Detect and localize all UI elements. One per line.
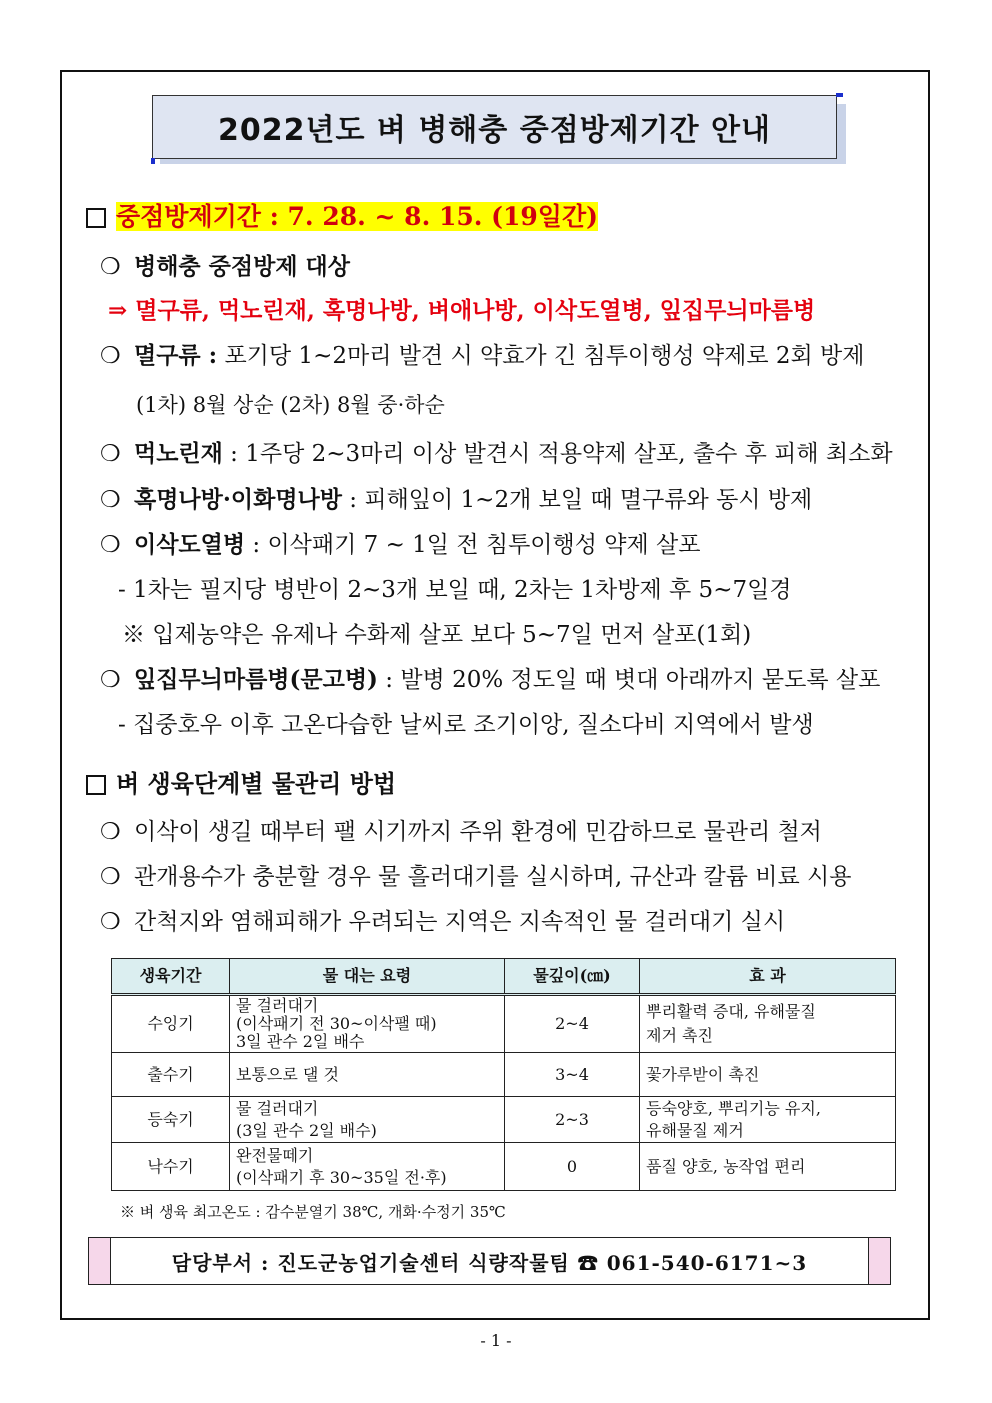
cell-period: 출수기: [112, 1053, 230, 1097]
water-management-table: [111, 958, 896, 1191]
bullet-circle-icon: ❍: [100, 667, 121, 693]
contact-box: [88, 1237, 891, 1285]
item-neck-blast-detail: - 1차는 필지당 병반이 2~3개 보일 때, 2차는 1차방제 후 5~7일경: [118, 577, 792, 603]
table-row: [112, 1143, 896, 1191]
cell-effect: [640, 1143, 896, 1191]
bullet-circle-icon: ❍: [100, 864, 121, 890]
item-name: 혹명나방·이화명나방: [134, 486, 342, 513]
cell-depth: 0: [505, 1143, 640, 1191]
cell-method: [230, 1143, 505, 1191]
method-line: (이삭패기 전 30~이삭팰 때): [236, 1014, 437, 1033]
temperature-note: ※ 벼 생육 최고온도 : 감수분열기 38℃, 개화·수정기 35℃: [120, 1203, 506, 1221]
water-item-text: 관개용수가 충분할 경우 물 흘러대기를 실시하며, 규산과 칼륨 비료 시용: [134, 864, 852, 890]
bullet-circle-icon: ❍: [100, 532, 121, 558]
effect-line: 품질 양호, 농작업 편리: [646, 1156, 806, 1176]
item-name: 멸구류 :: [134, 342, 218, 369]
target-heading: [100, 252, 350, 282]
cell-method: [230, 1053, 505, 1097]
cell-effect: [640, 995, 896, 1053]
bullet-circle-icon: ❍: [100, 909, 121, 935]
checkbox-square-icon: [86, 208, 106, 228]
method-line: 보통으로 댈 것: [236, 1064, 339, 1084]
method-line: 물 걸러대기: [236, 996, 319, 1015]
effect-line: 꽃가루받이 촉진: [646, 1064, 760, 1084]
table-row: [112, 995, 896, 1053]
bullet-circle-icon: ❍: [100, 819, 121, 845]
effect-line: 제거 촉진: [646, 1026, 713, 1045]
item-stinkbug: [100, 439, 893, 469]
header-method: 물 대는 요령: [230, 959, 505, 995]
cell-depth: 2~3: [505, 1097, 640, 1143]
cell-period: 낙수기: [112, 1143, 230, 1191]
water-item: [100, 862, 851, 892]
item-desc: : 이삭패기 7 ~ 1일 전 침투이행성 약제 살포: [245, 532, 701, 558]
contact-side-bar: [868, 1238, 890, 1284]
bullet-circle-icon: ❍: [100, 343, 121, 369]
water-item-text: 이삭이 생길 때부터 팰 시기까지 주위 환경에 민감하므로 물관리 철저: [134, 819, 822, 845]
effect-line: 뿌리활력 증대, 유해물질: [646, 1002, 816, 1021]
item-planthopper-schedule: (1차) 8월 상순 (2차) 8월 중·하순: [136, 393, 445, 417]
cell-method: [230, 995, 505, 1053]
title-corner-mark: [151, 158, 155, 164]
item-sheath-blight: [100, 665, 880, 695]
water-item: [100, 907, 785, 937]
item-planthopper: [100, 341, 864, 371]
cell-effect: [640, 1097, 896, 1143]
item-desc: : 1주당 2~3마리 이상 발견시 적용약제 살포, 출수 후 피해 최소화: [222, 441, 893, 467]
item-name: 먹노린재: [134, 440, 223, 467]
cell-depth: 2~4: [505, 995, 640, 1053]
water-item: [100, 817, 822, 847]
section1-heading: [86, 202, 598, 232]
item-neck-blast: [100, 530, 700, 560]
cell-method: [230, 1097, 505, 1143]
header-depth: 물깊이(㎝): [505, 959, 640, 995]
water-item-text: 간척지와 염해피해가 우려되는 지역은 지속적인 물 걸러대기 실시: [134, 909, 786, 935]
bullet-circle-icon: ❍: [100, 254, 121, 280]
item-leaffolder: [100, 485, 812, 515]
method-line: 3일 관수 2일 배수: [236, 1032, 365, 1051]
item-desc: : 발병 20% 정도일 때 볏대 아래까지 묻도록 살포: [377, 667, 881, 693]
cell-depth: 3~4: [505, 1053, 640, 1097]
method-line: 물 걸러대기: [236, 1098, 319, 1118]
checkbox-square-icon: [86, 775, 106, 795]
item-desc: 포기당 1~2마리 발견 시 약효가 긴 침투이행성 약제로 2회 방제: [217, 343, 865, 369]
effect-line: 유해물질 제거: [646, 1120, 744, 1140]
bullet-circle-icon: ❍: [100, 441, 121, 467]
contact-text: 담당부서 : 진도군농업기술센터 식량작물팀 ☎ 061-540-6171~3: [171, 1250, 808, 1275]
method-line: (이삭패기 후 30~35일 전·후): [236, 1167, 447, 1187]
section2-title: 벼 생육단계별 물관리 방법: [116, 769, 397, 798]
cell-period: 등숙기: [112, 1097, 230, 1143]
header-effect: 효 과: [640, 959, 896, 995]
effect-line: 등숙양호, 뿌리기능 유지,: [646, 1098, 821, 1118]
section2-heading: [86, 769, 396, 800]
method-line: (3일 관수 2일 배수): [236, 1120, 377, 1140]
table-row: [112, 1053, 896, 1097]
item-sheath-blight-detail: - 집중호우 이후 고온다습한 날씨로 조기이앙, 질소다비 지역에서 발생: [118, 712, 814, 738]
section1-period: 중점방제기간 : 7. 28. ~ 8. 15. (19일간): [116, 202, 598, 231]
contact-side-bar: [89, 1238, 111, 1284]
table-header-row: [112, 959, 896, 995]
page-number: - 1 -: [480, 1331, 512, 1350]
cell-period: 수잉기: [112, 995, 230, 1053]
item-desc: : 피해잎이 1~2개 보일 때 멸구류와 동시 방제: [341, 487, 813, 513]
item-neck-blast-note: ※ 입제농약은 유제나 수화제 살포 보다 5~7일 먼저 살포(1회): [122, 622, 752, 648]
cell-effect: [640, 1053, 896, 1097]
table-row: [112, 1097, 896, 1143]
bullet-circle-icon: ❍: [100, 487, 121, 513]
header-period: 생육기간: [112, 959, 230, 995]
method-line: 완전물떼기: [236, 1145, 314, 1165]
target-list: ⇒ 멸구류, 먹노린재, 혹명나방, 벼애나방, 이삭도열병, 잎집무늬마름병: [108, 297, 816, 324]
title-corner-mark: [836, 93, 843, 97]
page-title: 2022년도 벼 병해충 중점방제기간 안내: [152, 95, 837, 159]
item-name: 잎집무늬마름병(문고병): [134, 666, 378, 693]
target-label: 병해충 중점방제 대상: [134, 253, 350, 280]
item-name: 이삭도열병: [134, 531, 246, 558]
